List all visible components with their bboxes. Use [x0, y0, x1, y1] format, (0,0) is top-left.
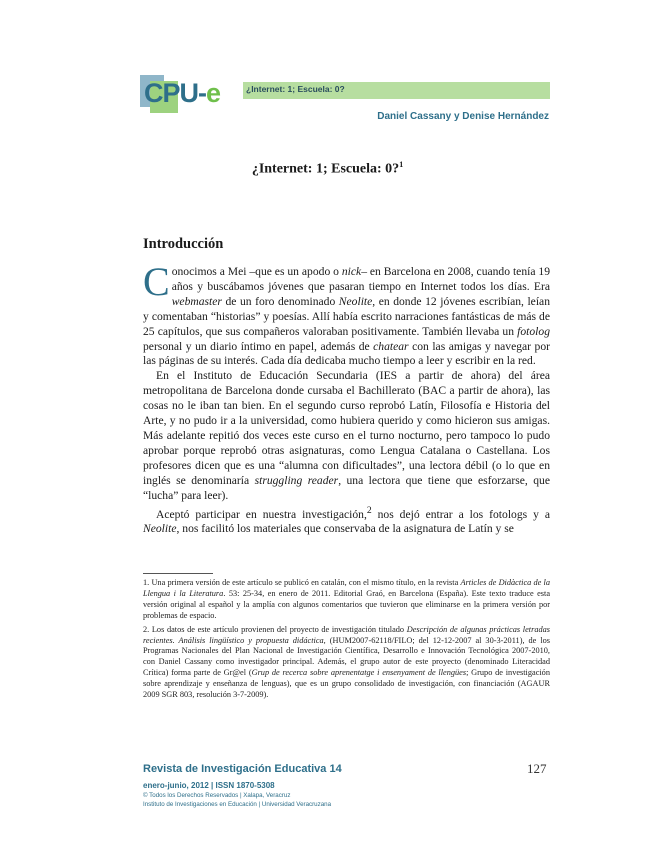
footnote-divider — [143, 573, 213, 574]
footer-journal-name: Revista de Investigación Educativa 14 — [143, 763, 342, 775]
paragraph-2: En el Instituto de Educación Secundaria (IES a partir de ahora) del área metropolitana de Barcelona donde cursaba el Bachillerato (BAC a partir de ahora), las cosas no le iban tan bien. En el segundo curso reprobó Latín, Filosofía e Historia del Arte, y no pudo ir a la universidad, como hubiera querido y como hicieron sus amigas. Más adelante repitió dos veces este curso en el turno nocturno, pero tampoco lo pudo aprobar porque reprobó otras asignaturas, como Lengua Catalana o Castellana. Los profesores dicen que es una “alumna con dificultades”, una lectora débil (o lo que en inglés se denominaría struggling reader, una lectora que tiene que esforzarse, que “lucha” para leer). — [143, 369, 550, 502]
article-title: ¿Internet: 1; Escuela: 0?$^1$ — [251, 160, 404, 177]
logo-text: CPU-e — [144, 78, 221, 108]
paragraph-3: Aceptó participar en nuestra investigación,$^2$ nos dejó entrar a los fotologs y a Neolite, nos facilitó los materiales que conservaba de la asignatura de Latín y se — [143, 504, 550, 536]
page-number: 127 — [527, 761, 547, 776]
footnotes — [143, 578, 550, 704]
footer-date-issn: enero-junio, 2012 | ISSN 1870-5308 — [143, 781, 275, 790]
authors: Daniel Cassany y Denise Hernández — [377, 111, 549, 122]
drop-cap: C — [143, 259, 170, 304]
section-title: Introducción — [143, 236, 224, 252]
footnote-2: 2. Los datos de este artículo provienen del proyecto de investigación titulado Descripción de algunas prácticas letradas recientes. Análisis lingüístico y propuesta didáctica, (HUM2007-62118/FILO; del 12-12-2007 al 30-3-2011), de los Programas Nacionales del Plan Nacional de Investigación Científica, Desarrollo e Innovación Tecnológica 2007-2010, con Daniel Cassany como investigador principal. Además, el grupo autor de este proyecto (denominado Literacidad Crítica) forma parte de Gr@el (Grup de recerca sobre aprenentatge i ensenyament de llengües; Grupo de investigación sobre aprendizaje y enseñanza de lenguas), que es un grupo consolidado de investigación, con financiación (AGAUR 2009 SGR 803, resolución 3-7-2009). — [143, 624, 550, 700]
body-text — [143, 259, 550, 537]
journal-logo — [140, 75, 230, 113]
footnote-marker-2: 2 — [366, 504, 372, 516]
footer-institution: Instituto de Investigaciones en Educación | Universidad Veracruzana — [143, 801, 332, 808]
footer-rights: © Todos los Derechos Reservados | Xalapa, Veracruz — [143, 792, 291, 799]
paragraph-1: Conocimos a Mei –que es un apodo o nick– en Barcelona en 2008, cuando tenía 19 años y buscábamos jóvenes que pasaran tiempo en Internet todos los días. Era webmaster de un foro denominado Neolite, en donde 12 jóvenes escribían, leían y comentaban “historias” y poesías. Allí había escrito narraciones fantásticas de más de 25 capítulos, que sus compañeros valoraban positivamente. También llevaba un fotolog personal y un diario íntimo en papel, además de chatear con las amigas y navegar por las páginas de su interés. Cada día dedicaba mucho tiempo a leer y escribir en la red. — [143, 259, 550, 368]
running-title: ¿Internet: 1; Escuela: 0? — [246, 84, 345, 94]
footnote-1: 1. Una primera versión de este artículo se publicó en catalán, con el mismo título, en la revista Articles de Didàctica de la Llengua i la Literatura. 53: 25-34, en enero de 2011. Editorial Graó, en Barcelona (España). Este texto traduce esta versión original al español y la amplía con algunos comentarios que tuvieron que eliminarse en la primera versión por problemas de espacio. — [143, 578, 551, 620]
title-footnote-marker: 1 — [399, 160, 404, 169]
